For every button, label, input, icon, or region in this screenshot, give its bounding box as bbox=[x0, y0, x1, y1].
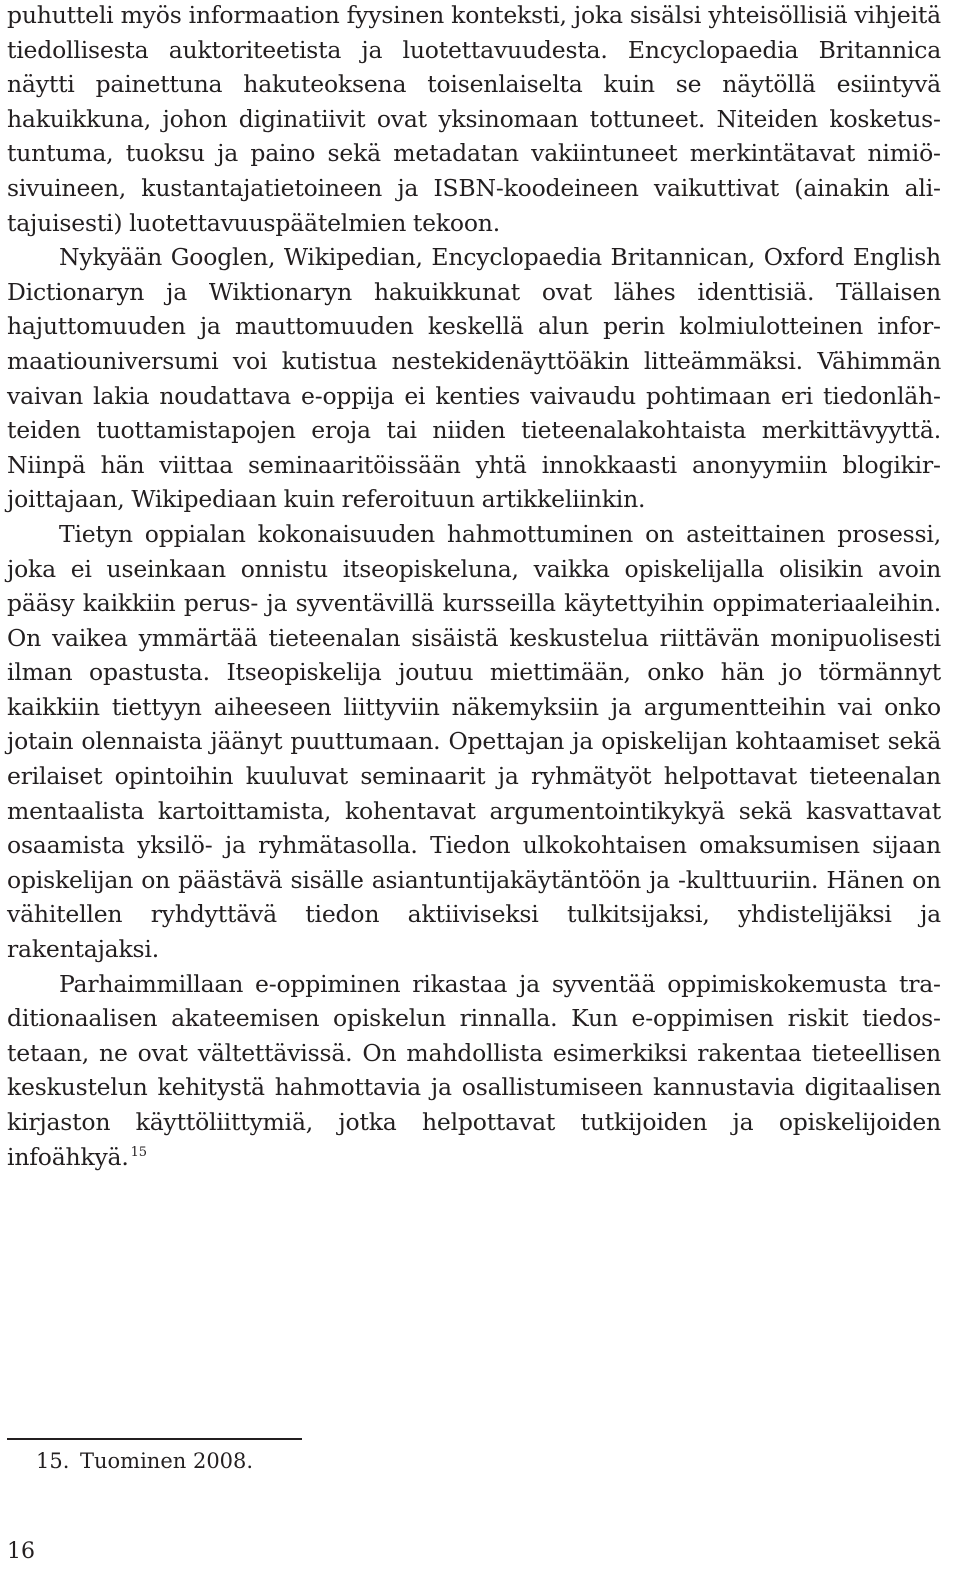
footnote-separator bbox=[7, 1438, 302, 1440]
footnote-text: Tuominen 2008. bbox=[80, 1449, 254, 1473]
paragraph-2-text: Nykyään Googlen, Wikipedian, Encyclopaedia Britannican, Oxford English Dictionaryn ja Wiktionaryn hakuikkunat ovat lähes identtisiä. Tällaisen hajuttomuuden ja mauttomuuden keskellä alun perin kolmiulotteinen informaatiouniversumi voi kutistua nestekidenäyttöäkin litteämmäksi. Vähimmän vaivan lakia noudattava e-oppija ei kenties vaivaudu pohtimaan eri tiedonlähteiden tuottamistapojen eroja tai niiden tieteenalakohtaista merkittävyyttä. Niinpä hän viittaa seminaaritöissään yhtä innokkaasti anonyymiin blogikirjoittajaan, Wikipediaan kuin referoituun artikkeliinkin. bbox=[7, 243, 941, 514]
paragraph-4 bbox=[7, 967, 941, 1175]
page-number: 16 bbox=[7, 1539, 35, 1564]
paragraph-3 bbox=[7, 517, 941, 967]
paragraph-3-text: Tietyn oppialan kokonaisuuden hahmottuminen on asteittainen prosessi, joka ei useinkaan onnistu itseopiskeluna, vaikka opiskelijalla olisikin avoin pääsy kaikkiin perus- ja syventävillä kursseilla käytettyihin oppimateriaaleihin. On vaikea ymmärtää tieteenalan sisäistä keskustelua riittävän monipuolisesti ilman opastusta. Itseopiskelija joutuu miettimään, onko hän jo törmännyt kaikkiin tiettyyn aiheeseen liittyviin näkemyksiin ja argumentteihin vai onko jotain olennaista jäänyt puuttumaan. Opettajan ja opiskelijan kohtaamiset sekä erilaiset opintoihin kuuluvat seminaarit ja ryhmätyöt helpottavat tieteenalan mentaalista kartoittamista, kohentavat argumentointikykyä sekä kasvattavat osaamista yksilö- ja ryhmätasolla. Tiedon ulkokohtaisen omaksumisen sijaan opiskelijan on päästävä sisälle asiantuntijakäytäntöön ja -kulttuuriin. Hänen on vähitellen ryhdyttävä tiedon aktiiviseksi tulkitsijaksi, yhdistelijäksi ja rakentajaksi. bbox=[7, 519, 941, 964]
paragraph-2 bbox=[7, 240, 941, 517]
footnote bbox=[36, 1446, 253, 1476]
paragraph-1 bbox=[7, 0, 941, 240]
footnote-number: 15. bbox=[36, 1449, 70, 1473]
paragraph-1-text: puhutteli myös informaation fyysinen konteksti, joka sisälsi yhteisöllisiä vihjeitä tiedollisesta auktoriteetista ja luotettavuudesta. Encyclopaedia Britannica näytti painettuna hakuteoksena toisenlaiselta kuin se näytöllä esiintyvä hakuikkuna, johon diginatiivit ovat yksinomaan tottuneet. Niteiden kosketustuntuma, tuoksu ja paino sekä metadatan vakiintuneet merkintätavat nimiösivuineen, kustantajatietoineen ja ISBN-koodeineen vaikuttivat (ainakin alitajuisesti) luotettavuuspäätelmien tekoon. bbox=[7, 1, 941, 237]
footnote-reference[interactable]: 15 bbox=[130, 1144, 147, 1160]
body-text bbox=[7, 0, 941, 1174]
paragraph-4-text: Parhaimmillaan e-oppiminen rikastaa ja syventää oppimiskokemusta traditionaalisen akateemisen opiskelun rinnalla. Kun e-oppimisen riskit tiedostetaan, ne ovat vältettävissä. On mahdollista esimerkiksi rakentaa tieteellisen keskustelun kehitystä hahmottavia ja osallistumiseen kannustavia digitaalisen kirjaston käyttöliittymiä, jotka helpottavat tutkijoiden ja opiskelijoiden infoähkyä. bbox=[7, 969, 941, 1171]
